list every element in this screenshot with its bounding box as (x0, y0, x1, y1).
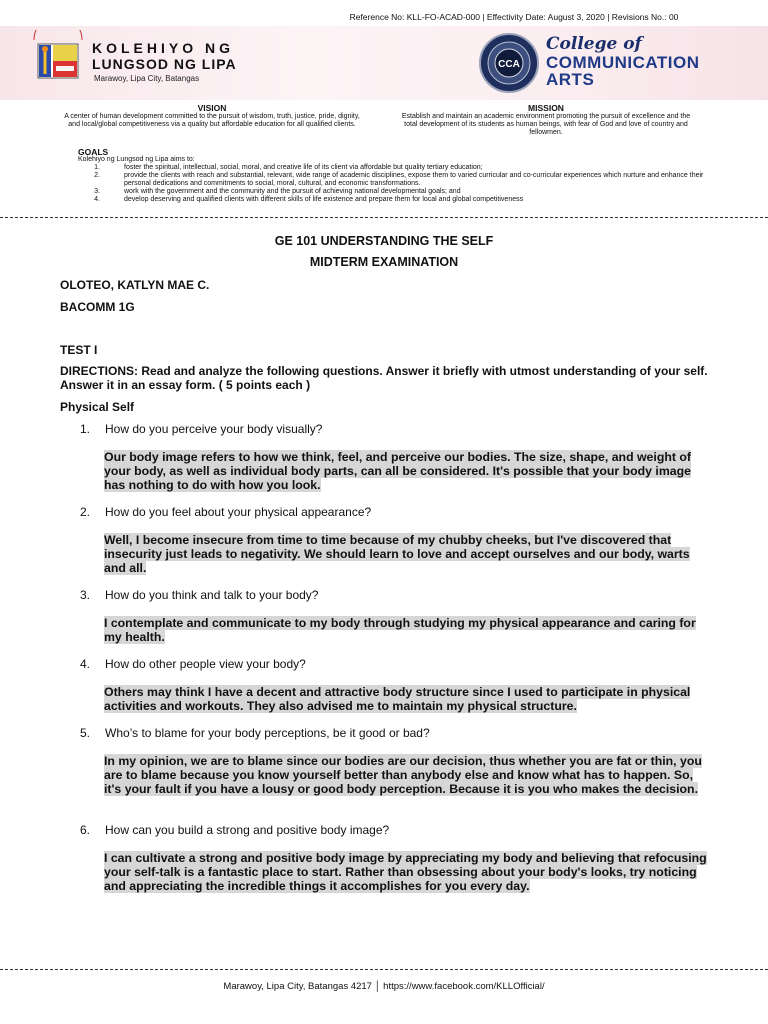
footer-address: Marawoy, Lipa City, Batangas 4217 │ https://www.facebook.com/KLLOfficial/ (223, 981, 545, 992)
question-item (80, 657, 720, 671)
college-name-line3: ARTS (546, 70, 595, 89)
school-name-block (92, 40, 237, 83)
goal-item (78, 188, 718, 196)
goal-item (78, 196, 718, 204)
goals-block (78, 148, 718, 204)
question-number: 1. (80, 422, 91, 436)
school-name-line1: KOLEHIYO NG (92, 40, 235, 56)
question-number: 3. (80, 588, 91, 602)
question-number: 4. (80, 657, 91, 671)
goal-text: work with the government and the community and the pursuit of achieving national developmental goals; and (124, 188, 461, 195)
answer-highlight: In my opinion, we are to blame since our bodies are our decision, thus whether you are fat or thin, you are to blame because you know yourself better than anybody else and know what has to happen. So, it's your fault if you have a lousy or good body perception. Because it is you who makes the decision. (104, 754, 702, 796)
answer-highlight: Others may think I have a decent and attractive body structure since I used to participate in physical activities and workouts. They also advised me to maintain my physical structure. (104, 685, 691, 713)
college-name-block (546, 34, 700, 88)
header-divider (0, 217, 768, 218)
answer-highlight: Our body image refers to how we think, feel, and perceive our bodies. The size, shape, and weight of your body, as well as individual body parts, can all be considered. It's possible that your body image has nothing to do with how you look. (104, 450, 691, 492)
test-label: TEST I (60, 343, 98, 357)
student-section: BACOMM 1G (60, 300, 135, 314)
question-text: Who’s to blame for your body perceptions, be it good or bad? (105, 726, 430, 740)
mission-text: Establish and maintain an academic environment promoting the pursuit of excellence and the total development of its students as human beings, with fear of God and love of country and fellowmen. (401, 113, 691, 136)
question-number: 5. (80, 726, 91, 740)
section-category: Physical Self (60, 400, 135, 414)
student-name: OLOTEO, KATLYN MAE C. (60, 278, 210, 292)
answer-highlight: Well, I become insecure from time to time because of my chubby cheeks, but I've discovered that insecurity just leads to negativity. We should learn to love and accept ourselves and our body, warts and all. (104, 533, 690, 575)
question-text: How do you think and talk to your body? (105, 588, 319, 602)
goal-number: 3. (94, 188, 100, 195)
answer-text (104, 450, 708, 492)
directions: DIRECTIONS: Read and analyze the following questions. Answer it briefly with utmost understanding of your self. Answer it in an essay form. ( 5 points each ) (60, 364, 708, 392)
question-item (80, 422, 720, 436)
question-text: How do you perceive your body visually? (105, 422, 323, 436)
question-number: 6. (80, 823, 91, 837)
answer-text (104, 685, 708, 713)
goal-text: develop deserving and qualified clients with different skills of life existence and prepare them for local and global competitiveness (124, 196, 524, 203)
goal-number: 2. (94, 172, 100, 179)
question-item (80, 823, 720, 837)
vision-title: VISION (197, 103, 227, 113)
goal-number: 1. (94, 164, 100, 171)
question-item (80, 588, 720, 602)
answer-text (104, 616, 708, 644)
goal-number: 4. (94, 196, 100, 203)
goal-text: provide the clients with reach and substantial, relevant, wide range of academic disciplines, expose them to varied curricular and co-curricular experiences which nurture and enhance their personal dedications and commitments to social, moral, cultural, and economic transformations. (124, 172, 704, 187)
course-title: GE 101 UNDERSTANDING THE SELF (274, 234, 494, 248)
exam-title: MIDTERM EXAMINATION (309, 255, 459, 269)
answer-highlight: I contemplate and communicate to my body through studying my physical appearance and caring for my health. (104, 616, 696, 644)
goal-item (78, 164, 718, 172)
goals-intro: Kolehiyo ng Lungsod ng Lipa aims to: (78, 156, 195, 163)
school-address: Marawoy, Lipa City, Batangas (94, 74, 200, 83)
header-banner (0, 26, 768, 100)
question-item (80, 505, 720, 519)
college-badge-text: CCA (498, 59, 520, 70)
answer-text (104, 754, 708, 796)
answer-highlight: I can cultivate a strong and positive body image by appreciating my body and believing that refocusing your self-talk is a fantastic place to start. Rather than obsessing about your body's looks, try noticing and appreciating the incredible things it accomplishes for you every day. (104, 851, 707, 893)
vision-block (64, 104, 360, 129)
question-text: How can you build a strong and positive body image? (105, 823, 390, 837)
vision-text: A center of human development committed to the pursuit of wisdom, truth, justice, pride, dignity, and local/global competitiveness via a quality but affordable education for all qualified clients. (64, 113, 360, 128)
answer-text (104, 851, 708, 893)
question-text: How do other people view your body? (105, 657, 306, 671)
school-seal-icon (30, 30, 86, 86)
reference-line: Reference No: KLL-FO-ACAD-000 | Effectivity Date: August 3, 2020 | Revisions No.: 00 (349, 12, 679, 22)
goals-list (78, 164, 718, 204)
question-number: 2. (80, 505, 91, 519)
goal-text: foster the spiritual, intellectual, social, moral, and creative life of its client via affordable but quality tertiary education; (124, 164, 483, 171)
school-name-line2: LUNGSOD NG LIPA (92, 56, 237, 72)
question-item (80, 726, 720, 740)
goal-item (78, 172, 718, 188)
answer-text (104, 533, 708, 575)
college-seal-icon (478, 32, 540, 94)
goals-title: GOALS (78, 147, 109, 157)
mission-block (396, 104, 696, 137)
college-name-line1: College of (546, 34, 642, 54)
footer-divider (0, 969, 768, 970)
college-name-line2: COMMUNICATION (546, 53, 700, 72)
mission-title: MISSION (528, 103, 564, 113)
question-text: How do you feel about your physical appearance? (105, 505, 372, 519)
